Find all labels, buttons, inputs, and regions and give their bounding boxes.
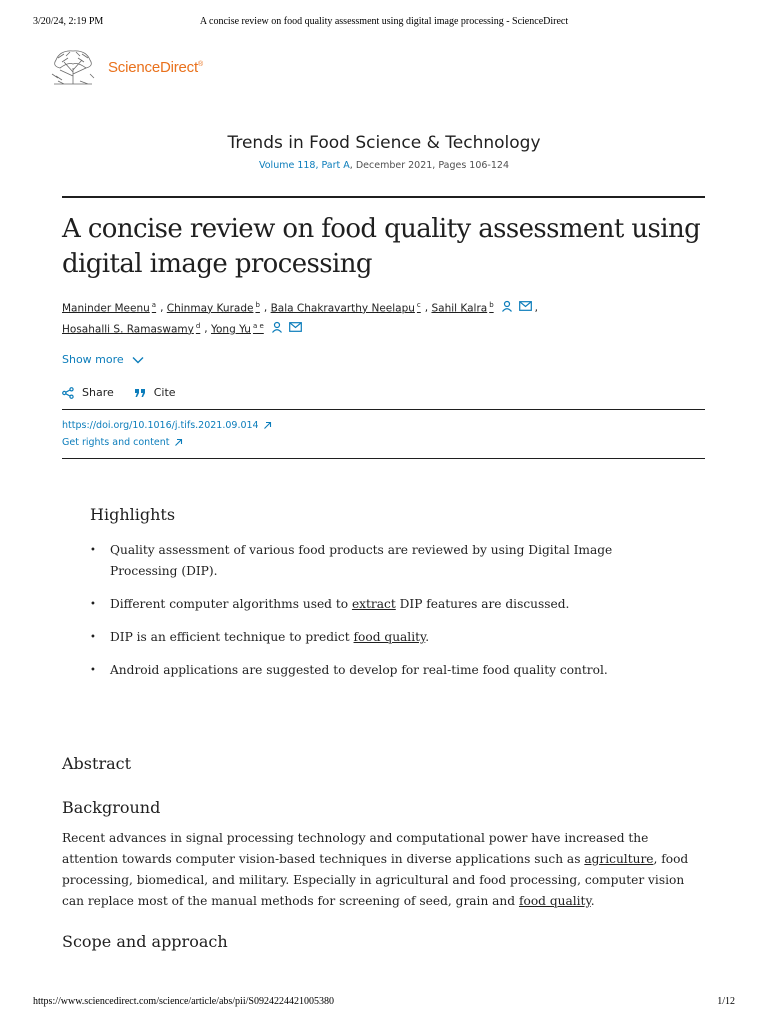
highlight-item: • Quality assessment of various food products are reviewed by using Digital Image Processing (DIP). [90, 540, 650, 582]
brand-name: ScienceDirect® [108, 58, 203, 76]
highlight-item: • DIP is an efficient technique to predict food quality. [90, 627, 650, 648]
bullet: • [90, 632, 96, 643]
bullet: • [90, 545, 96, 556]
share-button[interactable] [62, 386, 114, 399]
links-divider [62, 458, 705, 459]
author-link[interactable]: Maninder Meenu $^a$ [62, 300, 157, 315]
person-icon[interactable] [501, 300, 513, 315]
cite-button[interactable] [134, 386, 176, 399]
background-heading: Background [62, 798, 161, 817]
bullet: • [90, 599, 96, 610]
envelope-icon[interactable] [289, 322, 302, 335]
topic-link-extract[interactable]: extract [351, 597, 396, 611]
external-link-icon [263, 421, 272, 430]
scope-heading: Scope and approach [62, 932, 228, 951]
rights-link[interactable] [62, 437, 183, 448]
header-divider [62, 196, 705, 198]
article-title: A concise review on food quality assessment using digital image processing [62, 214, 701, 279]
author-link[interactable]: Yong Yu $^{a e}$ [210, 321, 264, 336]
highlight-item: • Different computer algorithms used to extract DIP features are discussed. [90, 594, 650, 615]
volume-link[interactable]: Volume 118, Part A [258, 160, 350, 171]
person-icon[interactable] [271, 321, 283, 336]
external-link-icon [174, 438, 183, 447]
show-more-button[interactable] [62, 353, 144, 366]
share-icon [62, 387, 74, 399]
cite-label: Cite [153, 386, 176, 399]
author-line-2: Hosahalli S. Ramaswamy $^d$ , Yong Yu $^{a e}$ [62, 321, 305, 336]
bullet: • [90, 665, 96, 676]
envelope-icon[interactable] [519, 301, 532, 314]
print-page-number: 1/12 [717, 996, 735, 1007]
sciencedirect-logo[interactable] [50, 47, 203, 87]
topic-link-food-quality[interactable]: food quality [518, 894, 591, 908]
author-link[interactable]: Sahil Kalra $^b$ [431, 300, 494, 315]
issue-info: , December 2021, Pages 106-124 [349, 160, 509, 171]
abstract-heading: Abstract [62, 754, 132, 773]
highlights-heading: Highlights [90, 505, 176, 524]
print-url: https://www.sciencedirect.com/science/article/abs/pii/S0924224421005380 [33, 996, 334, 1007]
author-link[interactable]: Chinmay Kurade $^b$ [166, 300, 260, 315]
print-page-title: A concise review on food quality assessment using digital image processing - ScienceDirect [199, 16, 569, 27]
highlights-list [90, 540, 650, 693]
quote-icon [134, 388, 146, 398]
author-line-1: Maninder Meenu $^a$ , Chinmay Kurade $^b$ , Bala Chakravarthy Neelapu $^c$ , Sahil Kalra $^b$ , [62, 300, 538, 315]
volume-info [0, 160, 768, 171]
article-actions [62, 386, 196, 399]
topic-link-food-quality[interactable]: food quality [353, 630, 426, 644]
rights-text: Get rights and content [62, 437, 170, 448]
elsevier-tree-icon [50, 48, 96, 86]
actions-divider [62, 409, 705, 410]
show-more-label: Show more [62, 353, 124, 366]
doi-text: https://doi.org/10.1016/j.tifs.2021.09.014 [62, 420, 259, 431]
author-link[interactable]: Bala Chakravarthy Neelapu $^c$ [270, 300, 421, 315]
author-link[interactable]: Hosahalli S. Ramaswamy $^d$ [62, 321, 201, 336]
topic-link-agriculture[interactable]: agriculture [584, 852, 654, 866]
journal-title[interactable]: Trends in Food Science & Technology [227, 133, 541, 153]
highlight-item: • Android applications are suggested to develop for real-time food quality control. [90, 660, 650, 681]
registered-mark: ® [197, 60, 203, 68]
background-paragraph: Recent advances in signal processing technology and computational power have increased the attention towards computer vision-based techniques in diverse applications such as agriculture, food processing, biomedical, and military. Especially in agricultural and food processing, computer vision can replace most of the manual methods for screening of seed, grain and food quality. [62, 831, 689, 908]
share-label: Share [82, 386, 114, 399]
doi-link[interactable] [62, 420, 272, 431]
chevron-down-icon [132, 356, 144, 364]
print-datetime: 3/20/24, 2:19 PM [33, 16, 104, 27]
